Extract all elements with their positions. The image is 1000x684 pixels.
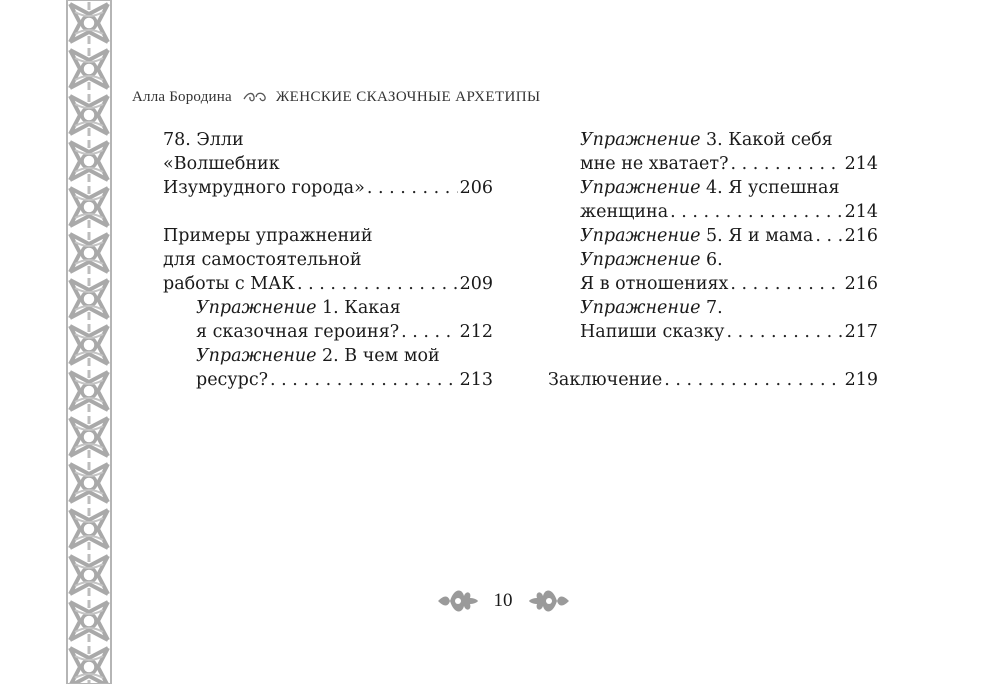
exercise-title: 5. Я и мама [700, 226, 814, 246]
toc-entry-text: мне не хватает? [580, 154, 729, 174]
exercise-title: 7. [700, 298, 723, 318]
toc-exercise-7-line2 [548, 320, 878, 344]
toc-right-column [548, 128, 878, 392]
toc-exercise-1-line2 [163, 320, 493, 344]
toc-exercise-1-line1 [163, 296, 493, 320]
leader-dots [297, 272, 458, 296]
leader-dots [730, 272, 842, 296]
exercise-title: 1. Какая [316, 298, 401, 318]
leader-dots [401, 320, 457, 344]
toc-page-number: 212 [459, 322, 493, 342]
leader-dots [730, 152, 842, 176]
running-head-title: ЖЕНСКИЕ СКАЗОЧНЫЕ АРХЕТИПЫ [275, 88, 541, 105]
toc-entry-text: Я в отношениях [580, 274, 729, 294]
running-head-author: Алла Бородина [132, 88, 232, 105]
toc-exercise-6-line1 [548, 248, 878, 272]
toc-page-number: 216 [844, 274, 878, 294]
toc-page-number: 219 [844, 370, 878, 390]
toc-entry-text: женщина [580, 202, 669, 222]
exercise-label: Упражнение [580, 298, 701, 318]
exercise-title: 6. [700, 250, 723, 270]
toc-exercise-5 [548, 224, 878, 248]
toc-entry-text: Заключение [548, 370, 663, 390]
leader-dots [815, 224, 842, 248]
toc-exercise-3-line1 [548, 128, 878, 152]
exercise-label: Упражнение [196, 346, 317, 366]
toc-examples-line2: для самостоятельной [163, 250, 362, 270]
toc-examples-line1: Примеры упражнений [163, 226, 373, 246]
flourish-icon [242, 90, 268, 104]
toc-left-column [163, 128, 493, 392]
toc-page-number: 217 [844, 322, 878, 342]
leader-dots [726, 320, 842, 344]
fleuron-right-icon [527, 584, 571, 618]
toc-exercise-6-line2 [548, 272, 878, 296]
fleuron-left-icon [436, 584, 480, 618]
toc-conclusion [548, 368, 878, 392]
page-number: 10 [493, 590, 513, 611]
toc-page-number: 216 [844, 226, 878, 246]
leader-dots [270, 368, 458, 392]
exercise-label: Упражнение [580, 130, 701, 150]
toc-entry-78-line3 [163, 176, 493, 200]
exercise-title: 3. Какой себя [700, 130, 833, 150]
toc-page-number: 206 [459, 178, 493, 198]
exercise-label: Упражнение [580, 250, 701, 270]
toc-exercise-4-line2 [548, 200, 878, 224]
leader-dots [367, 176, 458, 200]
toc-page-number: 214 [844, 202, 878, 222]
folio [430, 584, 576, 618]
toc-exercise-7-line1 [548, 296, 878, 320]
toc-exercise-2-line2 [163, 368, 493, 392]
toc-entry-text [580, 224, 813, 248]
toc-examples-line3 [163, 272, 493, 296]
toc-exercise-3-line2 [548, 152, 878, 176]
toc-entry-text: я сказочная героиня? [196, 322, 400, 342]
toc-entry-text: работы с МАК [163, 274, 295, 294]
toc-page-number: 213 [459, 370, 493, 390]
exercise-label: Упражнение [580, 226, 701, 246]
toc-exercise-2-line1 [163, 344, 493, 368]
toc-page-number: 214 [844, 154, 878, 174]
toc-page-number: 209 [459, 274, 493, 294]
toc-exercise-4-line1 [548, 176, 878, 200]
toc-entry-text: Напиши сказку [580, 322, 725, 342]
toc-entry-78-line1: 78. Элли [163, 130, 244, 150]
exercise-label: Упражнение [580, 178, 701, 198]
toc-entry-78-line2: «Волшебник [163, 154, 280, 174]
exercise-title: 2. В чем мой [316, 346, 440, 366]
exercise-title: 4. Я успешная [700, 178, 840, 198]
celtic-border-ornament [66, 0, 112, 684]
leader-dots [670, 200, 842, 224]
exercise-label: Упражнение [196, 298, 317, 318]
toc-entry-text: ресурс? [196, 370, 269, 390]
toc-entry-text: Изумрудного города» [163, 178, 365, 198]
running-head [132, 86, 540, 108]
leader-dots [664, 368, 842, 392]
